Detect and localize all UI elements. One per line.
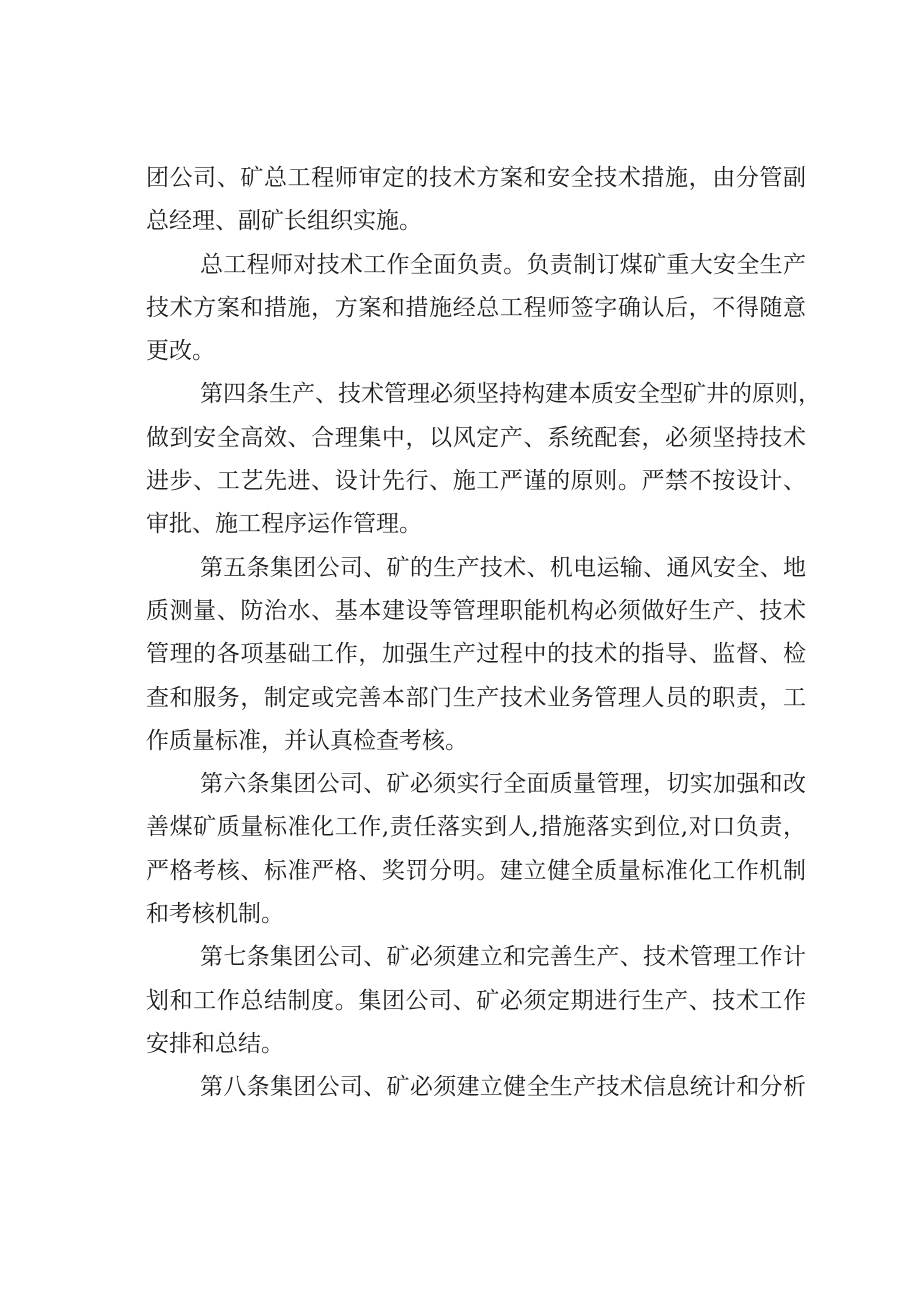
text-line: 第六条集团公司、矿必须实行全面质量管理，切实加强和改 (200, 771, 806, 798)
paragraph-article-7 (146, 936, 806, 1066)
paragraph-chief-engineer (146, 244, 806, 374)
text-line: 善煤矿质量标准化工作,责任落实到人,措施落实到位,对口负责， (146, 814, 806, 841)
text-line: 划和工作总结制度。集团公司、矿必须定期进行生产、技术工作 (146, 987, 806, 1014)
paragraph-article-6 (146, 763, 806, 936)
paragraph-article-4 (146, 373, 821, 546)
document-body (146, 157, 821, 1110)
text-line: 团公司、矿总工程师审定的技术方案和安全技术措施，由分管副 (146, 165, 806, 191)
text-line: 进步、工艺先进、设计先行、施工严谨的原则。严禁不按设计、 (146, 468, 806, 495)
paragraph-continuation (146, 157, 806, 244)
paragraph-article-8 (146, 1066, 806, 1109)
paragraph-article-5 (146, 547, 806, 763)
text-line: 质测量、防治水、基本建设等管理职能机构必须做好生产、技术 (146, 597, 806, 624)
text-line: 更改。 (146, 338, 215, 365)
text-line: 第七条集团公司、矿必须建立和完善生产、技术管理工作计 (200, 944, 806, 971)
text-line: 查和服务，制定或完善本部门生产技术业务管理人员的职责，工 (146, 684, 806, 711)
text-line: 总工程师对技术工作全面负责。负责制订煤矿重大安全生产 (200, 251, 806, 278)
text-line: 和考核机制。 (146, 901, 284, 928)
text-line: 作质量标准，并认真检查考核。 (146, 727, 468, 754)
text-line: 总经理、副矿长组织实施。 (146, 208, 422, 235)
text-line: 安排和总结。 (146, 1030, 284, 1057)
text-line: 做到安全高效、合理集中，以风定产、系统配套，必须坚持技术 (146, 424, 806, 451)
text-line: 第八条集团公司、矿必须建立健全生产技术信息统计和分析 (200, 1074, 806, 1101)
text-line: 严格考核、标准严格、奖罚分明。建立健全质量标准化工作机制 (146, 857, 806, 884)
text-line: 第四条生产、技术管理必须坚持构建本质安全型矿井的原则， (200, 381, 821, 408)
text-line: 技术方案和措施，方案和措施经总工程师签字确认后，不得随意 (146, 294, 806, 321)
text-line: 第五条集团公司、矿的生产技术、机电运输、通风安全、地 (200, 554, 806, 581)
text-line: 审批、施工程序运作管理。 (146, 511, 422, 538)
text-line: 管理的各项基础工作，加强生产过程中的技术的指导、监督、检 (146, 641, 806, 668)
